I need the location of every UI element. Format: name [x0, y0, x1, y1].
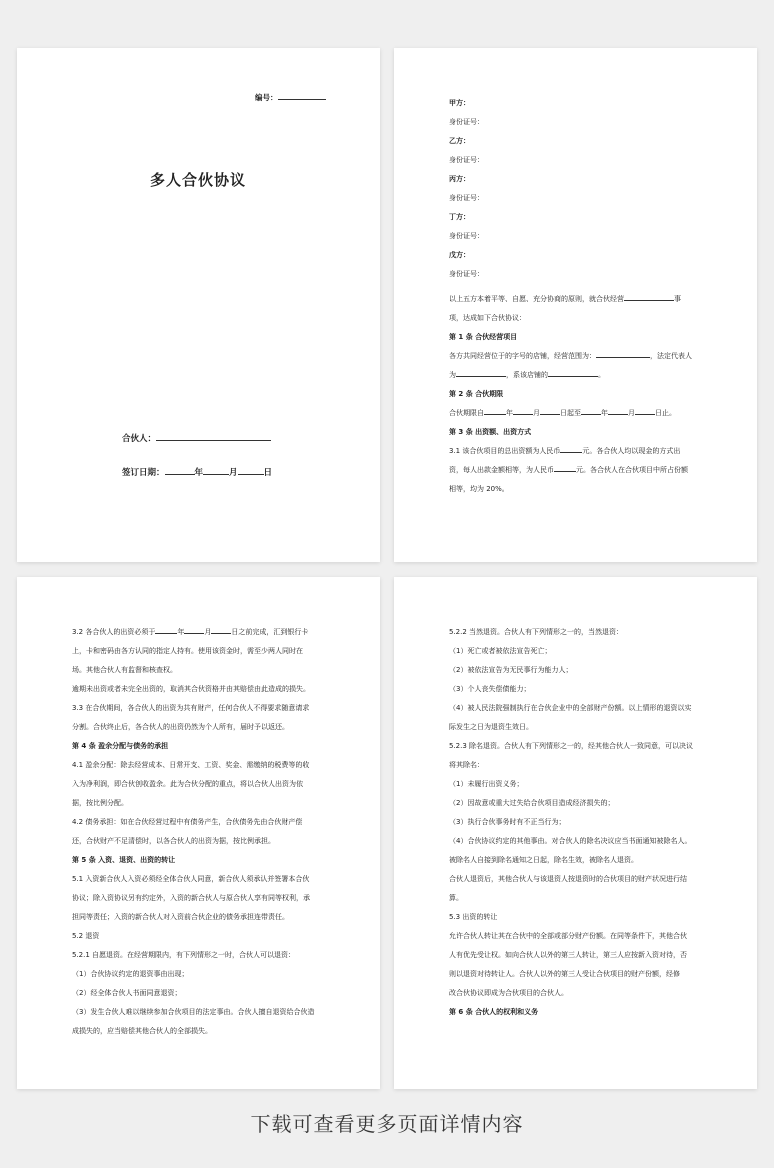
year-blank — [165, 467, 195, 475]
clause-line: 被除名人自接到除名通知之日起，除名生效，被除名人退资。 — [449, 856, 638, 864]
article-text: 各方共同经营位于的字号的店铺，经营范围为： — [449, 352, 596, 360]
clause-text: 年 — [177, 628, 185, 636]
clause-line: 人有优先受让权。如向合伙人以外的第三人转让，第三人应按新入资对待，否 — [449, 951, 687, 959]
article-6-title: 第 6 条 合伙人的权利和义务 — [449, 1008, 539, 1016]
partner-blank — [156, 433, 271, 441]
scope-blank — [596, 350, 650, 358]
article-text: 合伙期限自 — [449, 409, 484, 417]
download-more-caption: 下载可查看更多页面详情内容 — [250, 1112, 524, 1136]
article-text: 月 — [533, 409, 540, 417]
article-text: 资，每人出款金额相等，为人民币 — [449, 466, 554, 474]
clause-line: 则以退资对待转让人。合伙人以外的第三人受让合伙项目的财产份额，经修 — [449, 970, 680, 978]
article-2-title: 第 2 条 合伙期限 — [449, 390, 504, 398]
document-title: 多人合伙协议 — [150, 171, 247, 189]
clause-line: 合伙人退资后，其他合伙人与该退资人按退资时的合伙项目的财产状况进行结 — [449, 875, 687, 883]
clause-line: 5.2.2 当然退资。合伙人有下列情形之一的，当然退资： — [449, 628, 624, 636]
clause-line: 成损失的，应当赔偿其他合伙人的全部损失。 — [72, 1027, 212, 1035]
article-text: ，法定代表人 — [650, 352, 692, 360]
article-1-title: 第 1 条 合伙经营项目 — [449, 333, 518, 341]
representative-blank — [456, 369, 506, 377]
clause-line — [72, 623, 332, 642]
clause-line: 5.1 入资新合伙人入资必须经全体合伙人同意，新合伙人须承认并签署本合伙 — [72, 875, 310, 883]
clause-line: 算。 — [449, 894, 463, 902]
clause-line: 5.2.1 自愿退资。在经营期限内，有下列情形之一时，合伙人可以退资： — [72, 951, 296, 959]
article-3-line — [449, 442, 709, 461]
clause-text: 日之前完成，汇到银行卡 — [231, 628, 309, 636]
clause-text: 3.2 各合伙人的出资必须于 — [72, 628, 156, 636]
party-id: 身份证号： — [449, 194, 484, 202]
party-id: 身份证号： — [449, 270, 484, 278]
intro-text: 以上五方本着平等、自愿、充分协商的原则，就合伙经营 — [449, 295, 624, 303]
clause-line: 将其除名： — [449, 761, 484, 769]
article-1-line — [449, 366, 709, 385]
clause-line: （3）个人丧失偿债能力； — [449, 685, 531, 693]
article-text: 元。各合伙人在合伙项目中所占份额 — [576, 466, 688, 474]
clause-line: （4）合伙协议约定的其他事由。对合伙人的除名决议应当书面通知被除名人。 — [449, 837, 692, 845]
article-text: 为 — [449, 371, 456, 379]
clause-line: 4.2 债务承担：如在合伙经营过程中有债务产生，合伙债务先由合伙财产偿 — [72, 818, 303, 826]
date-blank — [211, 626, 231, 634]
amount-blank — [560, 445, 582, 453]
clause-line: 际发生之日为退资生效日。 — [449, 723, 533, 731]
clause-line: 3.3 在合伙期间，各合伙人的出资为共有财产，任何合伙人不得要求随意请求 — [72, 704, 310, 712]
clause-line: （1）未履行出资义务； — [449, 780, 524, 788]
clause-line: （4）被人民法院强制执行在合伙企业中的全部财产份额。以上情形的退资以实 — [449, 704, 692, 712]
party-name: 丙方： — [449, 175, 470, 183]
date-blank — [635, 407, 655, 415]
article-3-line: 相等，均为 20%。 — [449, 485, 509, 493]
article-4-title: 第 4 条 盈余分配与债务的承担 — [72, 742, 169, 750]
article-text: 日起至 — [560, 409, 581, 417]
article-text: 日止。 — [655, 409, 676, 417]
clause-line: （3）执行合伙事务时有不正当行为； — [449, 818, 566, 826]
number-blank — [278, 92, 326, 100]
article-3-title: 第 3 条 出资额、出资方式 — [449, 428, 532, 436]
clause-line: 上，卡和密码由各方认同的指定人持有。使用该资金时，需至少两人同时在 — [72, 647, 303, 655]
day-blank — [238, 467, 264, 475]
clause-line: 5.2 退资 — [72, 932, 100, 940]
party-id: 身份证号： — [449, 232, 484, 240]
article-text: 年 — [506, 409, 513, 417]
clause-line: 5.3 出资的转让 — [449, 913, 498, 921]
clause-line: 担同等责任；入资的新合伙人对入资前合伙企业的债务承担连带责任。 — [72, 913, 289, 921]
month-blank — [203, 467, 229, 475]
clause-line: 逾期未出资或者未完全出资的，取消其合伙资格并由其赔偿由此造成的损失。 — [72, 685, 310, 693]
article-5-title: 第 5 条 入资、退资、出资的转让 — [72, 856, 176, 864]
clause-line: （1）合伙协议约定的退资事由出现； — [72, 970, 189, 978]
article-text: 3.1 该合伙项目的总出资额为人民币 — [449, 447, 561, 455]
clause-line: 允许合伙人转让其在合伙中的全部或部分财产份额。在同等条件下，其他合伙 — [449, 932, 687, 940]
year-label: 年 — [194, 468, 204, 478]
article-text: 。 — [598, 371, 605, 379]
intro-line: 项，达成如下合伙协议： — [449, 314, 526, 322]
clause-line: 5.2.3 除名退资。合伙人有下列情形之一的，经其他合伙人一致同意，可以决议 — [449, 742, 694, 750]
clause-text: 月 — [204, 628, 212, 636]
clause-line: 4.1 盈余分配：除去经营成本、日常开支、工资、奖金、需缴纳的税费等的收 — [72, 761, 310, 769]
clause-line: （2）经全体合伙人书面同意退资； — [72, 989, 182, 997]
date-blank — [484, 407, 506, 415]
party-id: 身份证号： — [449, 118, 484, 126]
business-blank — [624, 293, 674, 301]
document-page-1 — [17, 48, 380, 562]
month-label: 月 — [229, 468, 238, 478]
document-page-4 — [394, 577, 757, 1089]
clause-line: 分割。合伙终止后，各合伙人的出资仍然为个人所有，届时予以返还。 — [72, 723, 289, 731]
date-blank — [155, 626, 177, 634]
clause-line: 据，按比例分配。 — [72, 799, 128, 807]
amount-blank — [554, 464, 576, 472]
date-blank — [184, 626, 204, 634]
date-blank — [608, 407, 628, 415]
page-2-content — [449, 94, 709, 499]
clause-line: （2）因故意或重大过失给合伙项目造成经济损失的； — [449, 799, 615, 807]
sign-date-field: 签订日期： 年 月 日 — [122, 468, 273, 478]
page-4-content — [449, 623, 709, 1022]
date-blank — [540, 407, 560, 415]
clause-line: 还，合伙财产不足清偿时，以各合伙人的出资为据，按比例承担。 — [72, 837, 275, 845]
intro-line — [449, 290, 709, 309]
document-page-2 — [394, 48, 757, 562]
article-3-line — [449, 461, 709, 480]
clause-line: 改合伙协议即成为合伙项目的合伙人。 — [449, 989, 568, 997]
clause-line: 场。其他合伙人有监督和核查权。 — [72, 666, 177, 674]
party-name: 丁方： — [449, 213, 470, 221]
article-text: 元。各合伙人均以现金的方式出 — [582, 447, 681, 455]
party-name: 甲方： — [449, 99, 470, 107]
date-blank — [513, 407, 533, 415]
clause-line: （3）发生合伙人难以继续参加合伙项目的法定事由。合伙人擅自退资给合伙造 — [72, 1008, 315, 1016]
page-3-content — [72, 623, 332, 1041]
role-blank — [548, 369, 598, 377]
document-page-3 — [17, 577, 380, 1089]
party-id: 身份证号： — [449, 156, 484, 164]
party-name: 乙方： — [449, 137, 470, 145]
clause-line: 入为净利润，即合伙创收盈余。此为合伙分配的重点，将以合伙人出资为依 — [72, 780, 303, 788]
date-blank — [581, 407, 601, 415]
clause-line: （2）被依法宣告为无民事行为能力人； — [449, 666, 573, 674]
partner-signature-field: 合伙人： — [122, 432, 271, 444]
intro-text: 事 — [674, 295, 681, 303]
article-text: 年 — [601, 409, 608, 417]
party-name: 戊方： — [449, 251, 470, 259]
article-1-line — [449, 347, 709, 366]
day-label: 日 — [263, 468, 273, 478]
article-2-line — [449, 404, 709, 423]
clause-line: 协议；除入资协议另有约定外，入资的新合伙人与原合伙人享有同等权利，承 — [72, 894, 310, 902]
clause-line: （1）死亡或者被依法宣告死亡； — [449, 647, 552, 655]
article-text: ，系该店铺的 — [506, 371, 548, 379]
article-text: 月 — [628, 409, 635, 417]
contract-number-field: 编号： — [255, 92, 326, 103]
